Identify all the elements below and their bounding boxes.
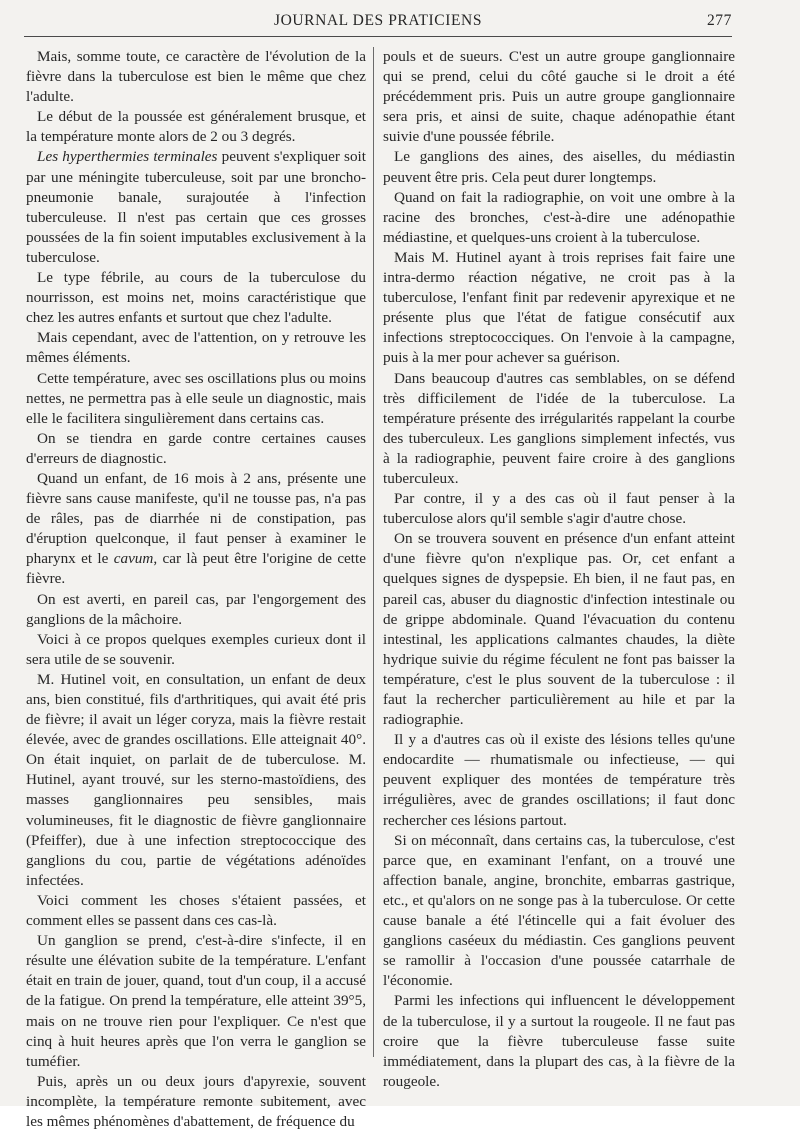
paragraph: Cette température, avec ses oscillations plus ou moins nettes, ne permettra pas à elle seule un diagnostic, mais elle le facilitera singulièrement dans certains cas. (26, 369, 366, 427)
paragraph: Mais, somme toute, ce caractère de l'évolution de la fièvre dans la tuberculose est bien le même que chez l'adulte. (26, 48, 366, 106)
paragraph: Voici comment les choses s'étaient passées, et comment elles se passent dans ces cas-là. (26, 891, 366, 930)
paragraph: On se tiendra en garde contre certaines causes d'erreurs de diagnostic. (26, 429, 366, 467)
paragraph: Quand on fait la radiographie, on voit une ombre à la racine des bronches, c'est-à-dire une adénopathie médiastine, et quelques-uns croient à la tuberculose. (383, 188, 735, 246)
header-rule (24, 36, 732, 37)
column-divider (373, 47, 374, 1057)
paragraph: On se trouvera souvent en présence d'un enfant atteint d'une fièvre qu'on n'explique pas. Or, cet enfant a quelques signes de dyspepsie. Eh bien, il ne faut pas, en pareil cas, abuser du diagnostic d'infection intestinale ou de grippe abdominale. Quand l'évacuation du contenu intestinal, les applications calmantes chaudes, la diète hydrique suivie du régime féculent ne font pas baisser la température, c'est le plus souvent de la tuberculose : il faut la rechercher particulièrement au hile et par la radiographie. (383, 530, 735, 729)
page-number: 277 (706, 12, 732, 29)
paragraph: Voici à ce propos quelques exemples curieux dont il sera utile de se souvenir. (26, 630, 366, 668)
paragraph: Si on méconnaît, dans certains cas, la tuberculose, c'est parce que, en examinant l'enfant, on a trouvé une affection banale, angine, bronchite, embarras gastrique, etc., et qu'alors on ne songe pas à la tuberculose. Or cette cause banale a été l'étincelle qui a fait évoluer des ganglions caséeux du médiastin. Ces ganglions peuvent se ramollir à l'occasion d'une poussée catarrhale de l'économie. (383, 831, 735, 990)
journal-title: JOURNAL DES PRATICIENS (273, 12, 483, 29)
left-column (26, 47, 366, 1132)
paragraph: Parmi les infections qui influencent le développement de la tuberculose, il y a surtout la rougeole. Il ne faut pas croire que la fièvre tuberculeuse fasse suite immédiatement, dans la plupart des cas, à la fièvre de la rougeole. (383, 992, 735, 1090)
paragraph: Le type fébrile, au cours de la tuberculose du nourrisson, est moins net, moins caractéristique que chez les autres enfants et surtout que chez l'adulte. (26, 269, 366, 327)
italic-phrase: Les hyperthermies terminales (37, 148, 218, 166)
italic-phrase: cavum (113, 550, 154, 568)
paragraph: Un ganglion se prend, c'est-à-dire s'infecte, il en résulte une élévation subite de la température. L'enfant était en train de jouer, quand, tout d'un coup, il a accusé de la fatigue. On prend la température, elle atteint 39°5, mais on ne trouve rien pour l'expliquer. Ce n'est que cinq à huit heures après que l'on verra le ganglion se tuméfier. (26, 932, 366, 1070)
paragraph: Dans beaucoup d'autres cas semblables, on se défend très difficilement de l'idée de la tuberculose. La température présente des irrégularités rappelant la courbe des tuberculeux. Les ganglions simplement infectés, vus à la radiographie, peuvent faire croire à des ganglions tuberculeux. (383, 369, 735, 487)
paragraph: Par contre, il y a des cas où il faut penser à la tuberculose alors qu'il semble s'agir d'autre chose. (383, 490, 735, 528)
paragraph: On est averti, en pareil cas, par l'engorgement des ganglions de la mâchoire. (26, 590, 366, 628)
running-head (24, 12, 732, 36)
paragraph: Le ganglions des aines, des aiselles, du médiastin peuvent être pris. Cela peut durer longtemps. (383, 148, 735, 186)
paragraph: Les hyperthermies terminales peuvent s'expliquer soit par une méningite tuberculeuse, soit par une broncho-pneumonie banale, surajoutée à l'infection tuberculeuse. Il n'est pas certain que ces grosses poussées de la fin soient imputables exclusivement à la tuberculose. (26, 148, 366, 266)
paragraph: Mais M. Hutinel ayant à trois reprises fait faire une intra-dermo réaction négative, ne croit pas à la tuberculose, l'enfant finit par redevenir apyrexique et ne présente plus que l'état de fatigue consécutif aux infections streptococciques. On l'envoie à la campagne, puis à la mer pour achever sa guérison. (383, 248, 735, 367)
paragraph: Il y a d'autres cas où il existe des lésions telles qu'une endocardite — rhumatismale ou infectieuse, — qui peuvent expliquer des montées de température très irrégulières, avec de grandes oscillations; il faut donc rechercher ces lésions partout. (383, 731, 735, 829)
paragraph: Puis, après un ou deux jours d'apyrexie, souvent incomplète, la température remonte subitement, avec les mêmes phénomènes d'abattement, de fréquence du (26, 1072, 366, 1130)
paragraph: Quand un enfant, de 16 mois à 2 ans, présente une fièvre sans cause manifeste, qu'il ne tousse pas, n'a pas de râles, pas de diarrhée ni de constipation, pas d'éruption quelconque, il faut penser à examiner le pharynx et le cavum, car là peut être l'origine de cette fièvre. (26, 469, 366, 588)
paragraph: Mais cependant, avec de l'attention, on y retrouve les mêmes éléments. (26, 329, 366, 367)
paragraph: Le début de la poussée est généralement brusque, et la température monte alors de 2 ou 3 degrés. (26, 108, 366, 146)
paragraph: M. Hutinel voit, en consultation, un enfant de deux ans, bien constitué, fils d'arthritiques, qui avait été pris de fièvre; il avait un léger coryza, mais la fièvre restait élevée, avec de grandes oscillations. Elle atteignait 40°. On était inquiet, on parlait de de tuberculose. M. Hutinel, ayant trouvé, sur les sterno-mastoïdiens, des masses ganglionnaires peu sensibles, mais volumineuses, fit le diagnostic de fièvre ganglionnaire (Pfeiffer), due à une infection streptococcique des ganglions du cou, partie de végétations adénoïdes infectées. (26, 670, 366, 889)
right-column (383, 47, 735, 1092)
paragraph: pouls et de sueurs. C'est un autre groupe ganglionnaire qui se prend, celui du côté gauche si le droit a été précédemment pris. Puis un autre groupe ganglionnaire sera pris, et ainsi de suite, chaque adénopathie étant suivie d'une poussée fébrile. (383, 48, 735, 146)
